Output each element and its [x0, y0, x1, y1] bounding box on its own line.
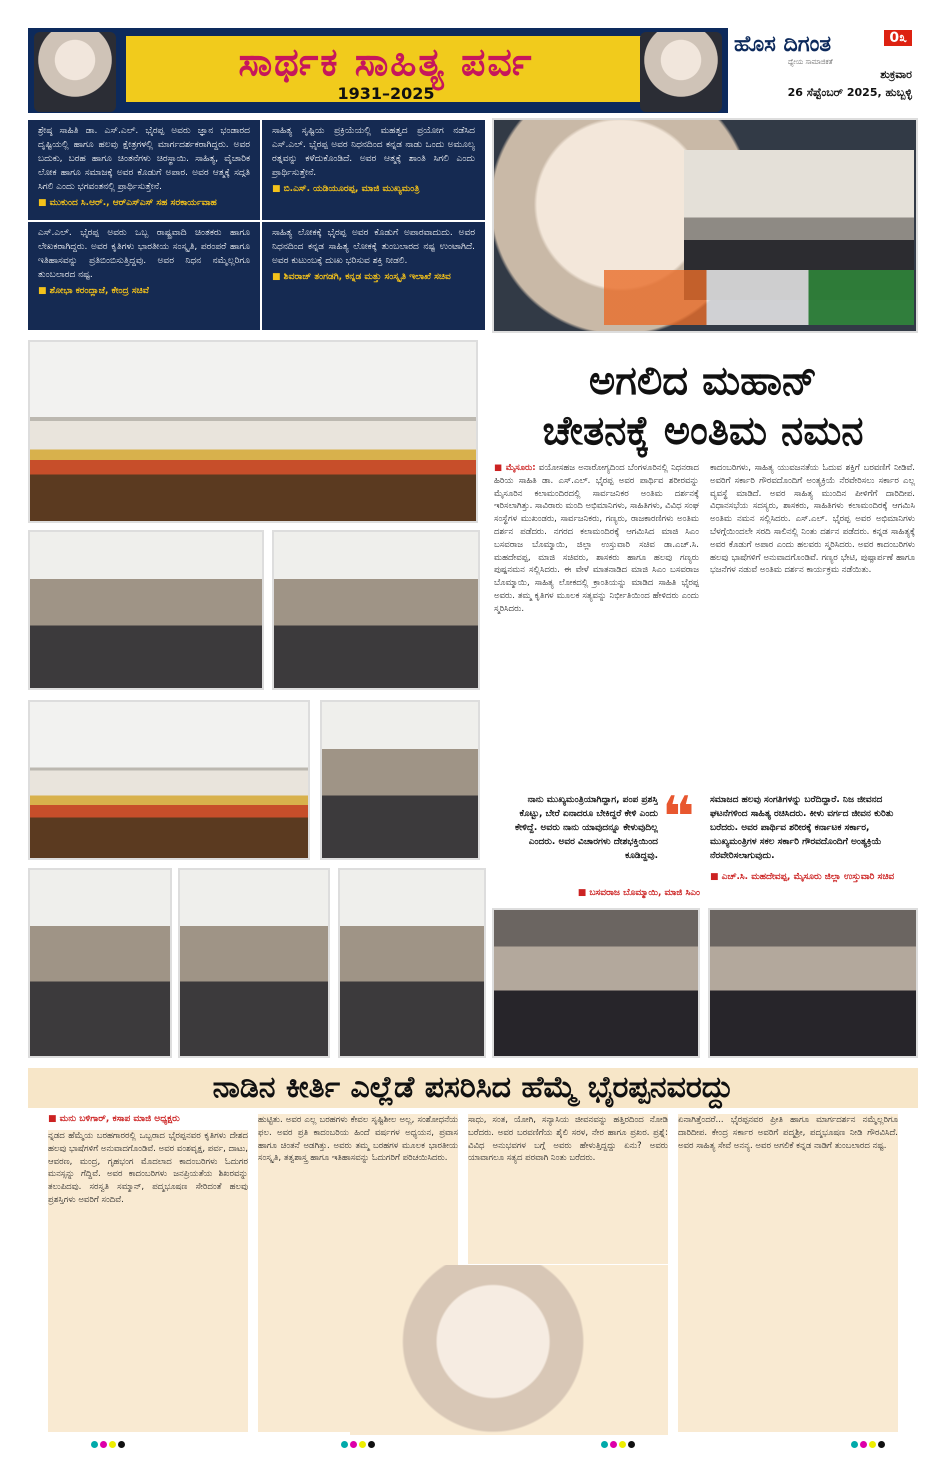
feature-col1	[48, 1130, 248, 1432]
quote-text: ಸಾಹಿತ್ಯ ಲೋಕಕ್ಕೆ ಭೈರಪ್ಪ ಅವರ ಕೊಡುಗೆ ಅಪಾರವಾದುದು. ಅವರ ನಿಧನದಿಂದ ಕನ್ನಡ ಸಾಹಿತ್ಯ ಲೋಕಕ್ಕೆ ತುಂಬಲಾರದ ನಷ್ಟ ಉಂಟಾಗಿದೆ. ಅವರ ಕುಟುಂಬಕ್ಕೆ ದುಃಖ ಭರಿಸುವ ಶಕ್ತಿ ನೀಡಲಿ.	[272, 228, 475, 266]
lead-col1-text: ವಯೋಸಹಜ ಅನಾರೋಗ್ಯದಿಂದ ಬೆಂಗಳೂರಿನಲ್ಲಿ ನಿಧನರಾದ ಹಿರಿಯ ಸಾಹಿತಿ ಡಾ. ಎಸ್.ಎಲ್. ಭೈರಪ್ಪ ಅವರ ಪಾರ್ಥಿವ ಶರೀರವನ್ನು ಮೈಸೂರಿನ ಕಲಾಮಂದಿರದಲ್ಲಿ ಸಾರ್ವಜನಿಕರ ಅಂತಿಮ ದರ್ಶನಕ್ಕೆ ಇರಿಸಲಾಗಿತ್ತು. ಸಾವಿರಾರು ಮಂದಿ ಅಭಿಮಾನಿಗಳು, ಸಾಹಿತಿಗಳು, ವಿವಿಧ ಸಂಘ ಸಂಸ್ಥೆಗಳ ಮುಖಂಡರು, ಸಾರ್ವಜನಿಕರು, ಗಣ್ಯರು, ರಾಜಕಾರಣಿಗಳು ಅಂತಿಮ ದರ್ಶನ ಪಡೆದರು. ನಗರದ ಕಲಾಮಂದಿರಕ್ಕೆ ಆಗಮಿಸಿದ ಮಾಜಿ ಸಿಎಂ ಬಸವರಾಜ ಬೊಮ್ಮಾಯಿ, ಜಿಲ್ಲಾ ಉಸ್ತುವಾರಿ ಸಚಿವ ಡಾ.ಎಚ್.ಸಿ. ಮಹದೇವಪ್ಪ, ಮಾಜಿ ಸಚಿವರು, ಶಾಸಕರು ಹಾಗೂ ಹಲವು ಗಣ್ಯರು ಪುಷ್ಪನಮನ ಸಲ್ಲಿಸಿದರು. ಈ ವೇಳೆ ಮಾತನಾಡಿದ ಮಾಜಿ ಸಿಎಂ ಬಸವರಾಜ ಬೊಮ್ಮಾಯಿ, ಸಾಹಿತ್ಯ ಲೋಕದಲ್ಲಿ ಕ್ರಾಂತಿಯನ್ನು ಮಾಡಿದ ಸಾಹಿತಿ ಭೈರಪ್ಪ ಅವರು. ತಮ್ಮ ಕೃತಿಗಳ ಮೂಲಕ ಸತ್ಯವನ್ನು ನಿರ್ಭೀತಿಯಿಂದ ಹೇಳಿದರು ಎಂದು ಸ್ಮರಿಸಿದರು.	[494, 463, 699, 614]
photo-woman-flowers	[178, 868, 330, 1058]
photo-portrait-mourners	[492, 118, 918, 333]
pull-quote-right-text: ಸಮಾಜದ ಹಲವು ಸಂಗತಿಗಳನ್ನು ಬರೆದಿದ್ದಾರೆ. ನಿಜ ಜೀವನದ ಘಟನೆಗಳಿಂದ ಸಾಹಿತ್ಯ ರಚಿಸಿದರು. ಕೀಳು ವರ್ಗದ ಜೀವನ ಕುರಿತು ಬರೆದರು. ಅವರ ಪಾರ್ಥಿವ ಶರೀರಕ್ಕೆ ಕರ್ನಾಟಕ ಸರ್ಕಾರ, ಮುಖ್ಯಮಂತ್ರಿಗಳ ಸಕಲ ಸರ್ಕಾರಿ ಗೌರವದೊಂದಿಗೆ ಅಂತ್ಯಕ್ರಿಯೆ ನೆರವೇರಿಸಲಾಗುವುದು.	[710, 795, 894, 861]
quote-signature: ■ ಶೋಭಾ ಕರಂದ್ಲಾಜೆ, ಕೇಂದ್ರ ಸಚಿವೆ	[38, 286, 149, 296]
pull-quote-right	[710, 793, 915, 871]
newspaper-logo: ಹೊಸ ದಿಗಂತ	[734, 32, 832, 57]
feature-col2-text: ಹುಟ್ಟಿತು. ಅವರ ಎಲ್ಲ ಬರಹಗಳು ಕೇವಲ ಸೃಷ್ಟಿಶೀಲ ಅಲ್ಲ, ಸಂಶೋಧನೆಯ ಫಲ. ಅವರ ಪ್ರತಿ ಕಾದಂಬರಿಯ ಹಿಂದೆ ವರ್ಷಗಳ ಅಧ್ಯಯನ, ಪ್ರವಾಸ ಹಾಗೂ ಚಿಂತನೆ ಅಡಗಿತ್ತು. ಅವರು ತಮ್ಮ ಬರಹಗಳ ಮೂಲಕ ಭಾರತೀಯ ಸಂಸ್ಕೃತಿ, ತತ್ವಶಾಸ್ತ್ರ ಹಾಗೂ ಇತಿಹಾಸವನ್ನು ಓದುಗರಿಗೆ ಪರಿಚಯಿಸಿದರು.	[258, 1115, 458, 1164]
quote-text: ಸಾಹಿತ್ಯ ಸೃಷ್ಟಿಯ ಪ್ರಕ್ರಿಯೆಯಲ್ಲಿ ಮಹತ್ವದ ಪ್ರಯೋಗ ನಡೆಸಿದ ಎಸ್.ಎಲ್. ಭೈರಪ್ಪ ಅವರ ನಿಧನದಿಂದ ಕನ್ನಡ ನಾಡು ಒಂದು ಅಮೂಲ್ಯ ರತ್ನವನ್ನು ಕಳೆದುಕೊಂಡಿದೆ. ಅವರ ಆತ್ಮಕ್ಕೆ ಶಾಂತಿ ಸಿಗಲಿ ಎಂದು ಪ್ರಾರ್ಥಿಸುತ್ತೇನೆ.	[272, 126, 475, 178]
lead-body-col1	[494, 462, 699, 785]
quote-signature: ■ ಮುಕುಂದ ಸಿ.ಆರ್., ಆರ್‌ಎಸ್‌ಎಸ್ ಸಹ ಸರಕಾರ್ಯವಾಹ	[38, 198, 217, 208]
feature-col4-text: ಏನಾಗಿತ್ತೆಂದರೆ... ಭೈರಪ್ಪನವರ ಪ್ರೀತಿ ಹಾಗೂ ಮಾರ್ಗದರ್ಶನ ನಮ್ಮೆಲ್ಲರಿಗೂ ದಾರಿದೀಪ. ಕೇಂದ್ರ ಸರ್ಕಾರ ಅವರಿಗೆ ಪದ್ಮಶ್ರೀ, ಪದ್ಮಭೂಷಣ ನೀಡಿ ಗೌರವಿಸಿದೆ. ಅವರ ಸಾಹಿತ್ಯ ಸೇವೆ ಅನನ್ಯ. ಅವರ ಅಗಲಿಕೆ ಕನ್ನಡ ನಾಡಿಗೆ ತುಂಬಲಾರದ ನಷ್ಟ.	[678, 1115, 898, 1151]
brand-box	[728, 28, 918, 113]
feature-banner	[28, 1068, 918, 1108]
photo-author-pointing	[350, 1265, 668, 1435]
photo-portrait-wreath	[28, 700, 310, 860]
masthead-title: ಸಾರ್ಥಕ ಸಾಹಿತ್ಯ ಪರ್ವ	[238, 40, 534, 84]
newspaper-tagline: ಧ್ಯೇಯ ಸಾಮಾಜಿಕತೆ	[788, 58, 833, 66]
quote-box-4	[262, 222, 485, 330]
page-number: 0೩	[884, 30, 912, 46]
registration-marks-2	[340, 1440, 376, 1451]
author-photo-right	[640, 32, 722, 112]
feature-col3	[468, 1114, 668, 1264]
photo-garland-pair	[28, 868, 172, 1058]
pull-quote-left-signature: ■ ಬಸವರಾಜ ಬೊಮ್ಮಾಯಿ, ಮಾಜಿ ಸಿಎಂ	[577, 888, 700, 898]
photo-flag-coffin	[604, 270, 914, 325]
quote-signature: ■ ಬಿ.ಎಸ್. ಯಡಿಯೂರಪ್ಪ, ಮಾಜಿ ಮುಖ್ಯಮಂತ್ರಿ	[272, 184, 420, 194]
issue-day: ಶುಕ್ರವಾರ	[880, 68, 912, 81]
feature-col1-text: ನ್ನಡದ ಹೆಮ್ಮೆಯ ಬರಹಗಾರರಲ್ಲಿ ಒಬ್ಬರಾದ ಭೈರಪ್ಪನವರ ಕೃತಿಗಳು ದೇಶದ ಹಲವು ಭಾಷೆಗಳಿಗೆ ಅನುವಾದಗೊಂಡಿವೆ. ಅವರ ವಂಶವೃಕ್ಷ, ಪರ್ವ, ದಾಟು, ಆವರಣ, ಮಂದ್ರ, ಗೃಹಭಂಗ ಮೊದಲಾದ ಕಾದಂಬರಿಗಳು ಓದುಗರ ಮನಸ್ಸನ್ನು ಗೆದ್ದಿವೆ. ಅವರ ಕಾದಂಬರಿಗಳು ಜನಪ್ರಿಯತೆಯ ಶಿಖರವನ್ನು ತಲುಪಿದವು. ಸರಸ್ವತಿ ಸಮ್ಮಾನ್, ಪದ್ಮಭೂಷಣ ಸೇರಿದಂತೆ ಹಲವು ಪ್ರಶಸ್ತಿಗಳು ಅವರಿಗೆ ಸಂದಿವೆ.	[48, 1131, 248, 1205]
feature-col3-text: ಸಾಧು, ಸಂತ, ಯೋಗಿ, ಸನ್ಯಾಸಿಯ ಜೀವನವನ್ನು ಹತ್ತಿರದಿಂದ ನೋಡಿ ಬರೆದರು. ಅವರ ಬರವಣಿಗೆಯ ಶೈಲಿ ಸರಳ, ನೇರ ಹಾಗೂ ಪ್ರಖರ. ಪ್ರಶ್ನೆ: ವಿವಿಧ ಅನುಭವಗಳ ಬಗ್ಗೆ ಅವರು ಹೇಳುತ್ತಿದ್ದದ್ದು ಏನು? ಅವರು ಯಾವಾಗಲೂ ಸತ್ಯದ ಪರವಾಗಿ ನಿಂತು ಬರೆದರು.	[468, 1115, 668, 1164]
quote-mark-icon: ❝	[662, 785, 695, 850]
pull-quote-left	[508, 793, 658, 871]
photo-people-prayer	[28, 530, 264, 690]
pull-quote-left-text: ನಾನು ಮುಖ್ಯಮಂತ್ರಿಯಾಗಿದ್ದಾಗ, ಪಂಪ ಪ್ರಶಸ್ತಿ ಕೊಟ್ಟು, ಬೇರೆ ಏನಾದರೂ ಬೇಕಿದ್ದರೆ ಕೇಳಿ ಎಂದು ಕೇಳಿದ್ದೆ. ಅವರು ನಾನು ಯಾವುದನ್ನೂ ಕೇಳುವುದಿಲ್ಲ ಎಂದರು. ಅವರ ವಿಚಾರಗಳು ದೇಶಭಕ್ತಿಯಿಂದ ಕೂಡಿದ್ದವು.	[515, 795, 658, 861]
quote-box-1	[28, 120, 260, 220]
issue-date: 26 ಸೆಪ್ಟೆಂಬರ್ 2025, ಹುಬ್ಬಳ್ಳಿ	[787, 86, 912, 99]
photo-crowd-left	[492, 908, 700, 1058]
photo-family-mourning	[338, 868, 486, 1058]
photo-garland-offering	[272, 530, 480, 690]
photo-tent-flowers	[28, 340, 478, 523]
lead-body-col2	[710, 462, 915, 785]
lead-headline	[488, 356, 918, 456]
lead-headline-line2: ಚೇತನಕ್ಕೆ ಅಂತಿಮ ನಮನ	[542, 408, 864, 454]
quote-text: ಎಸ್.ಎಲ್. ಭೈರಪ್ಪ ಅವರು ಒಬ್ಬ ರಾಷ್ಟ್ರವಾದಿ ಚಿಂತಕರು ಹಾಗೂ ಲೇಖಕರಾಗಿದ್ದರು. ಅವರ ಕೃತಿಗಳು ಭಾರತೀಯ ಸಂಸ್ಕೃತಿ, ಪರಂಪರೆ ಹಾಗೂ ಇತಿಹಾಸವನ್ನು ಪ್ರತಿಬಿಂಬಿಸುತ್ತಿದ್ದವು. ಅವರ ನಿಧನ ನಮ್ಮೆಲ್ಲರಿಗೂ ತುಂಬಲಾರದ ನಷ್ಟ.	[38, 228, 250, 280]
quote-box-3	[28, 222, 260, 330]
dateline: ■ ಮೈಸೂರು:	[494, 463, 536, 473]
pull-quote-right-signature: ■ ಎಚ್.ಸಿ. ಮಹದೇವಪ್ಪ, ಮೈಸೂರು ಜಿಲ್ಲಾ ಉಸ್ತುವಾರಿ ಸಚಿವ	[710, 872, 895, 882]
registration-marks-4	[850, 1440, 886, 1451]
quote-box-2	[262, 120, 485, 220]
lead-headline-line1: ಅಗಲಿದ ಮಹಾನ್	[588, 358, 818, 404]
registration-marks-3	[600, 1440, 636, 1451]
feature-byline: ■ ಮನು ಬಳಿಗಾರ್, ಕಸಾಪ ಮಾಜಿ ಅಧ್ಯಕ್ಷರು	[48, 1114, 180, 1124]
feature-headline: ನಾಡಿನ ಕೀರ್ತಿ ಎಲ್ಲೆಡೆ ಪಸರಿಸಿದ ಹೆಮ್ಮೆ ಭೈರಪ್ಪನವರದ್ದು	[212, 1070, 734, 1105]
masthead	[28, 28, 918, 113]
masthead-years: 1931–2025	[337, 84, 435, 103]
registration-marks-1	[90, 1440, 126, 1451]
author-photo-left	[34, 32, 116, 112]
quote-signature: ■ ಶಿವರಾಜ್ ತಂಗಡಗಿ, ಕನ್ನಡ ಮತ್ತು ಸಂಸ್ಕೃತಿ ಇಲಾಖೆ ಸಚಿವ	[272, 272, 451, 282]
lead-col2-text: ಕಾದಂಬರಿಗಳು, ಸಾಹಿತ್ಯ ಯುವಜನತೆಯ ಓದುವ ಶಕ್ತಿಗೆ ಬರವಣಿಗೆ ನೀಡಿವೆ. ಅವರಿಗೆ ಸರ್ಕಾರಿ ಗೌರವದೊಂದಿಗೆ ಅಂತ್ಯಕ್ರಿಯೆ ನೆರವೇರಿಸಲು ಸರ್ಕಾರ ಎಲ್ಲ ವ್ಯವಸ್ಥೆ ಮಾಡಿದೆ. ಅವರ ಸಾಹಿತ್ಯ ಮುಂದಿನ ಪೀಳಿಗೆಗೆ ದಾರಿದೀಪ. ವಿಧಾನಸಭೆಯ ಸದಸ್ಯರು, ಶಾಸಕರು, ಸಾಹಿತಿಗಳು ಕಲಾಮಂದಿರಕ್ಕೆ ಆಗಮಿಸಿ ಅಂತಿಮ ನಮನ ಸಲ್ಲಿಸಿದರು. ಎಸ್.ಎಲ್. ಭೈರಪ್ಪ ಅವರ ಅಭಿಮಾನಿಗಳು ಬೆಳಗ್ಗೆಯಿಂದಲೇ ಸರದಿ ಸಾಲಿನಲ್ಲಿ ನಿಂತು ದರ್ಶನ ಪಡೆದರು. ಕನ್ನಡ ಸಾಹಿತ್ಯಕ್ಕೆ ಅವರ ಕೊಡುಗೆ ಅಪಾರ ಎಂದು ಹಲವರು ಸ್ಮರಿಸಿದರು. ಅವರ ಕಾದಂಬರಿಗಳು ಹಲವು ಭಾಷೆಗಳಿಗೆ ಅನುವಾದಗೊಂಡಿವೆ. ಗಣ್ಯರ ಭೇಟಿ, ಪುಷ್ಪಾರ್ಪಣೆ ಹಾಗೂ ಭಜನೆಗಳ ನಡುವೆ ಅಂತಿಮ ದರ್ಶನ ಕಾರ್ಯಕ್ರಮ ನಡೆಯಿತು.	[710, 463, 915, 576]
photo-dignitary	[320, 700, 480, 860]
feature-col4	[678, 1114, 898, 1432]
quote-text: ಶ್ರೇಷ್ಠ ಸಾಹಿತಿ ಡಾ. ಎಸ್.ಎಲ್. ಭೈರಪ್ಪ ಅವರು ಜ್ಞಾನ ಭಂಡಾರದ ದೃಷ್ಟಿಯಲ್ಲಿ ಹಾಗೂ ಹಲವು ಕ್ಷೇತ್ರಗಳಲ್ಲಿ ಮಾರ್ಗದರ್ಶಕರಾಗಿದ್ದರು. ಅವರ ಬದುಕು, ಬರಹ ಹಾಗೂ ಚಿಂತನೆಗಳು ಚಿರಸ್ಥಾಯಿ. ಸಾಹಿತ್ಯ, ವೈಚಾರಿಕ ಲೋಕ ಹಾಗೂ ಸಮಾಜಕ್ಕೆ ಅವರ ಕೊಡುಗೆ ಅಪಾರ. ಅವರ ಆತ್ಮಕ್ಕೆ ಸದ್ಗತಿ ಸಿಗಲಿ ಎಂದು ಭಗವಂತನಲ್ಲಿ ಪ್ರಾರ್ಥಿಸುತ್ತೇನೆ.	[38, 126, 250, 192]
photo-crowd-right	[708, 908, 918, 1058]
